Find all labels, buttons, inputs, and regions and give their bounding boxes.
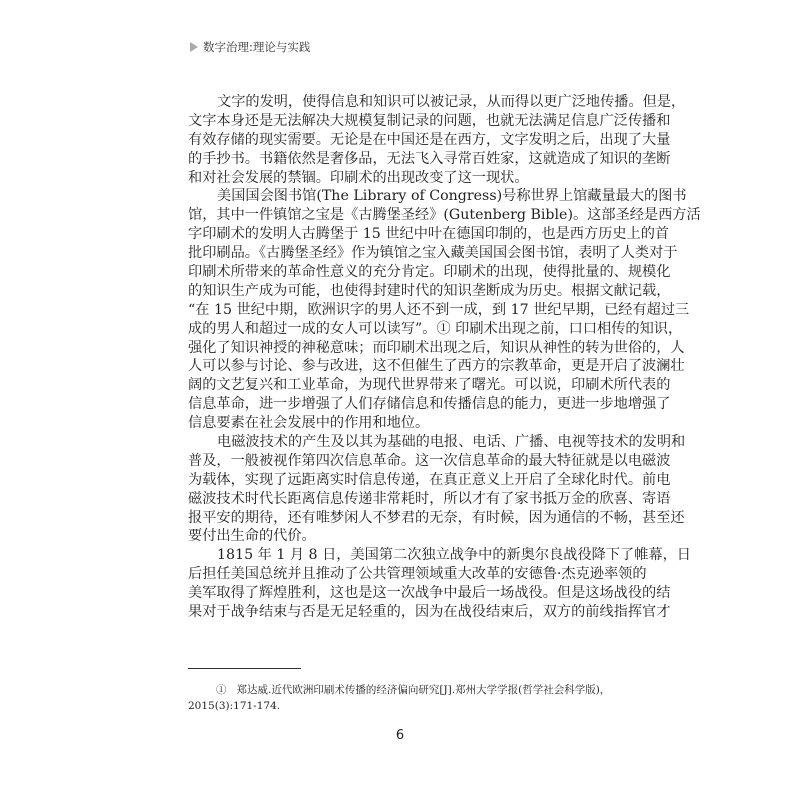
text-line: 磁波技术时代长距离信息传递非常耗时，所以才有了家书抵万金的欣喜、寄语: [188, 490, 671, 507]
text-line: 信息革命，进一步增强了人们存储信息和传播信息的能力，更进一步地增强了: [188, 396, 671, 413]
body-text: [188, 93, 701, 622]
footnote-marker: ①: [216, 684, 227, 696]
text-line: 要付出生命的代价。: [188, 528, 316, 545]
paragraph: [188, 546, 691, 622]
paragraph: [188, 93, 686, 187]
text-line: 批印刷品。《古腾堡圣经》作为镇馆之宝入藏美国国会图书馆，表明了人类对于: [188, 245, 678, 262]
text-line: 为载体，实现了远距离实时信息传递，在真正意义上开启了全球化时代。前电: [188, 471, 671, 488]
text-line: 后担任美国总统并且推动了公共管理领域重大改革的安德鲁·杰克逊率领的: [188, 566, 647, 583]
footnote-text: 郑达威.近代欧洲印刷术传播的经济偏向研究[J].郑州大学学报(哲学社会科学版)，: [236, 684, 611, 696]
footnote: [188, 682, 628, 714]
running-title: 数字治理:理论与实践: [203, 40, 311, 54]
footnote-line-2: 2015(3):171-174.: [188, 700, 281, 712]
text-line: 信息要素在社会发展中的作用和地位。: [188, 415, 430, 432]
text-line: 印刷术所带来的革命性意义的充分肯定。印刷术的出现，使得批量的、规模化: [188, 264, 671, 281]
text-line: 馆，其中一件镇馆之宝是《古腾堡圣经》(Gutenberg Bible)。这部圣经是西方活: [188, 207, 701, 224]
text-line: 的手抄书。书籍依然是奢侈品，无法飞入寻常百姓家，这就造成了知识的垄断: [188, 150, 671, 167]
text-line: 报平安的期待，还有唯梦闲人不梦君的无奈，有时候，因为通信的不畅，甚至还: [188, 509, 685, 526]
text-line: 强化了知识神授的神秘意味；而印刷术出现之后，知识从神性的转为世俗的，人: [188, 339, 685, 356]
text-line: 美军取得了辉煌胜利，这也是这一次战争中最后一场战役。但是这场战役的结: [188, 585, 671, 602]
text-line: 人可以参与讨论、参与改进，这不但催生了西方的宗教革命，更是开启了波澜壮: [188, 358, 685, 375]
text-line: “在 15 世纪中期，欧洲识字的男人还不到一成，到 17 世纪早期，已经有超过三: [188, 301, 690, 318]
paragraph: [188, 187, 701, 433]
footnote-divider: [188, 668, 301, 669]
triangle-marker-icon: [190, 42, 198, 52]
text-line: 果对于战争结束与否是无足轻重的，因为在战役结束后，双方的前线指挥官才: [188, 604, 671, 621]
text-line: 文字本身还是无法解决大规模复制记录的问题，也就无法满足信息广泛传播和: [188, 112, 671, 129]
footnote-line-1: [188, 682, 628, 698]
text-line: 的知识生产成为可能，也使得封建时代的知识垄断成为历史。根据文献记载，: [188, 282, 671, 299]
text-line: 美国国会图书馆(The Library of Congress)号称世界上馆藏量最大的图书: [217, 188, 687, 205]
text-line: 电磁波技术的产生及以其为基础的电报、电话、广播、电视等技术的发明和: [217, 434, 686, 451]
text-line: 普及，一般被视作第四次信息革命。这一次信息革命的最大特征就是以电磁波: [188, 452, 671, 469]
text-line: 字印刷术的发明人古腾堡于 15 世纪中叶在德国印制的，也是西方历史上的首: [188, 226, 670, 243]
page-number: 6: [395, 728, 405, 743]
paragraph: [188, 433, 686, 546]
text-line: 有效存储的现实需要。无论是在中国还是在西方，文字发明之后，出现了大量: [188, 131, 671, 148]
text-line: 阔的文艺复兴和工业革命，为现代世界带来了曙光。可以说，印刷术所代表的: [188, 377, 671, 394]
text-line: 和对社会发展的禁锢。印刷术的出现改变了这一现状。: [188, 169, 529, 186]
running-header: [190, 39, 310, 55]
text-line: 文字的发明，使得信息和知识可以被记录，从而得以更广泛地传播。但是，: [217, 94, 686, 110]
text-line: 成的男人和超过一成的女人可以读写”。① 印刷术出现之前，口口相传的知识，: [188, 320, 683, 337]
text-line: 1815 年 1 月 8 日，美国第二次独立战争中的新奥尔良战役降下了帷幕，日: [217, 547, 691, 564]
